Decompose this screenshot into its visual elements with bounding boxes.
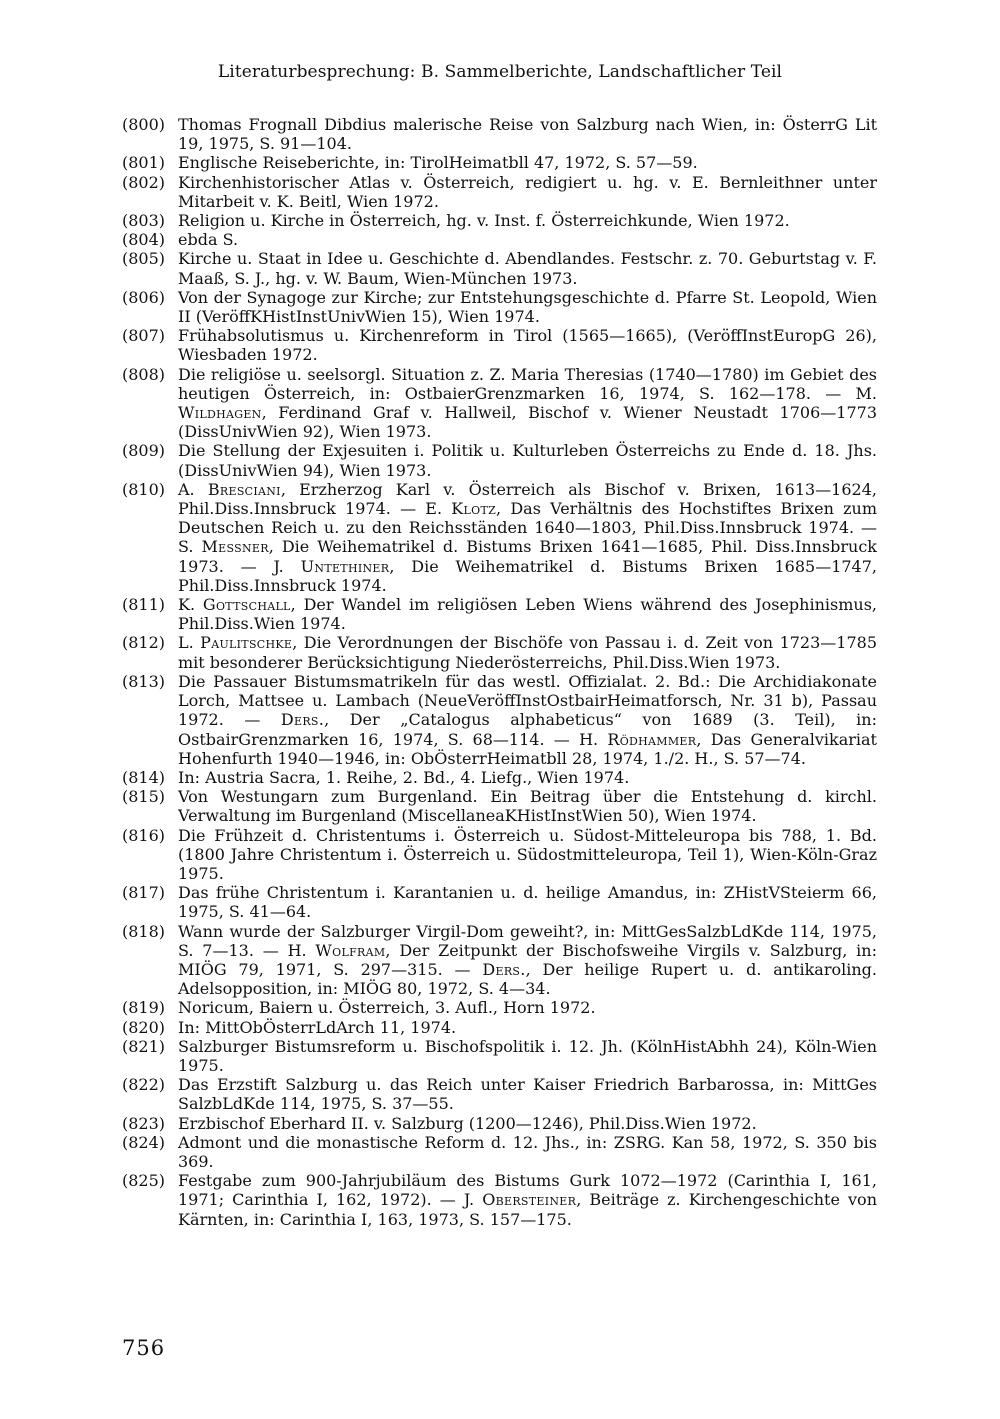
entry-text-segment: Von der Synagoge zur Kirche; zur Entstehungsgeschichte d. Pfarre St. Leopold, Wien II (VeröffKHistInstUnivWien 15), Wien 1974. <box>178 287 877 327</box>
entry-text-segment: A. <box>178 479 208 499</box>
entry-text-segment: Die Passauer Bistumsmatrikeln für das westl. Offizialat. 2. Bd.: Die Archidiakonate Lorch, Mattsee u. Lambach (NeueVeröffInstOstbairHeimatforsch, Nr. 31 b), Passau 1972. — <box>178 671 877 730</box>
reference-entry <box>122 826 877 884</box>
entry-text-segment: In: MittObÖsterrLdArch 11, 1974. <box>178 1017 457 1037</box>
author-name: Messner <box>201 537 269 557</box>
entry-text <box>178 633 877 671</box>
entry-text-segment: Kirchenhistorischer Atlas v. Österreich, redigiert u. hg. v. E. Bernleithner unter Mitarbeit v. K. Beitl, Wien 1972. <box>178 172 877 211</box>
author-name: Ders. <box>280 710 325 730</box>
entry-text <box>178 326 877 364</box>
entry-text-segment: Die religiöse u. seelsorgl. Situation z. Z. Maria Theresias (1740—1780) im Gebiet des heutigen Österreich, in: OstbaierGrenzmarken 16, 1974, S. 162—178. — M. <box>178 364 877 403</box>
entry-text-segment: Frühabsolutismus u. Kirchenreform in Tirol (1565—1665), (VeröffInstEuropG 26), Wiesbaden 1972. <box>178 326 877 365</box>
entry-text <box>178 480 877 595</box>
entry-text-segment: , Der heilige Rupert u. d. antikaroling. Adelsopposition, in: MIÖG 80, 1972, S. 4—34. <box>178 959 877 999</box>
entry-text <box>178 115 877 153</box>
reference-entry <box>122 633 877 671</box>
reference-entry <box>122 1075 877 1113</box>
reference-list <box>122 115 877 1229</box>
entry-number: (821) <box>122 1036 166 1056</box>
entry-text-segment: Das frühe Christentum i. Karantanien u. d. heilige Amandus, in: ZHistVSteierm 66, 1975, S. 41—64. <box>178 883 877 922</box>
entry-number: (812) <box>122 633 166 653</box>
page-number: 756 <box>122 1336 166 1360</box>
entry-text-segment: Englische Reiseberichte, in: TirolHeimatbll 47, 1972, S. 57—59. <box>178 153 698 173</box>
running-header: Literaturbesprechung: B. Sammelberichte, Landschaftlicher Teil <box>217 62 783 82</box>
entry-text <box>178 1133 877 1171</box>
entry-text-segment: , Der „Catalogus alphabeticus“ von 1689 (3. Teil), in: OstbairGrenzmarken 16, 1974, S. 68—114. — H. <box>178 710 877 749</box>
entry-text <box>178 230 877 249</box>
entry-number: (823) <box>122 1113 166 1133</box>
entry-number: (815) <box>122 787 166 807</box>
entry-text-segment: Von Westungarn zum Burgenland. Ein Beitrag über die Entstehung d. kirchl. Verwaltung im Burgenland (MiscellaneaKHistInstWien 50), Wien 1974. <box>178 787 877 826</box>
entry-text-segment: , Das Verhältnis des Hochstiftes Brixen zum Deutschen Reich u. zu den Reichsständen 1640—1803, Phil.Diss.Innsbruck 1974. — S. <box>178 499 877 557</box>
entry-text-segment: Wann wurde der Salzburger Virgil-Dom geweiht?, in: MittGesSalzbLdKde 114, 1975, S. 7—13. — H. <box>178 921 877 960</box>
author-name: Ders. <box>482 959 526 979</box>
entry-number: (808) <box>122 364 166 384</box>
entry-text-segment: K. <box>178 595 203 615</box>
reference-entry <box>122 230 877 249</box>
reference-entry <box>122 672 877 768</box>
entry-number: (807) <box>122 326 166 346</box>
entry-text-segment: , Die Weihematrikel d. Bistums Brixen 1685—1747, Phil.Diss.Innsbruck 1974. <box>178 556 877 595</box>
entry-number: (811) <box>122 595 166 615</box>
author-name: Rödhammer <box>607 729 697 749</box>
entry-text-segment: , Die Verordnungen der Bischöfe von Passau i. d. Zeit von 1723—1785 mit besonderer Berücksichtigung Niederösterreichs, Phil.Diss.Wien 1973. <box>178 633 878 672</box>
entry-text-segment: , Beiträge z. Kirchengeschichte von Kärnten, in: Carinthia I, 163, 1973, S. 157—175. <box>178 1190 877 1229</box>
entry-text <box>178 153 877 172</box>
author-name: Gottschall <box>202 595 291 615</box>
entry-text-segment: Religion u. Kirche in Österreich, hg. v. Inst. f. Österreichkunde, Wien 1972. <box>178 211 790 231</box>
entry-text-segment: Die Stellung der Exjesuiten i. Politik u. Kulturleben Österreichs zu Ende d. 18. Jhs. (DissUnivWien 94), Wien 1973. <box>178 441 877 480</box>
entry-text-segment: , Erzherzog Karl v. Österreich als Bischof v. Brixen, 1613—1624, Phil.Diss.Innsbruck 1974. — E. <box>178 479 877 519</box>
entry-text-segment: Noricum, Baiern u. Österreich, 3. Aufl., Horn 1972. <box>178 998 596 1018</box>
entry-text <box>178 768 877 787</box>
reference-entry <box>122 326 877 364</box>
entry-text-segment: , Ferdinand Graf v. Hallweil, Bischof v. Wiener Neustadt 1706—1773 (DissUnivWien 92), Wien 1973. <box>178 403 877 442</box>
reference-entry <box>122 441 877 479</box>
entry-text <box>178 173 877 211</box>
entry-text-segment: Admont und die monastische Reform d. 12. Jhs., in: ZSRG. Kan 58, 1972, S. 350 bis 369. <box>178 1132 877 1171</box>
entry-number: (824) <box>122 1132 166 1152</box>
author-name: Klotz <box>451 499 497 519</box>
reference-entry <box>122 1171 877 1229</box>
entry-text <box>178 441 877 479</box>
entry-text-segment: Das Erzstift Salzburg u. das Reich unter Kaiser Friedrich Barbarossa, in: MittGes SalzbLdKde 114, 1975, S. 37—55. <box>178 1075 877 1114</box>
entry-number: (825) <box>122 1171 166 1191</box>
entry-number: (818) <box>122 921 166 941</box>
reference-entry <box>122 1114 877 1133</box>
entry-number: (806) <box>122 287 166 307</box>
entry-text <box>178 365 877 442</box>
entry-text-segment: Festgabe zum 900-Jahrjubiläum des Bistums Gurk 1072—1972 (Carinthia I, 161, 1971; Carinthia I, 162, 1972). — J. <box>178 1171 877 1210</box>
entry-number: (817) <box>122 883 166 903</box>
reference-entry <box>122 768 877 787</box>
entry-text-segment: Salzburger Bistumsreform u. Bischofspolitik i. 12. Jh. (KölnHistAbhh 24), Köln-Wien 1975. <box>178 1036 877 1075</box>
entry-text <box>178 595 877 633</box>
entry-text-segment: , Die Weihematrikel d. Bistums Brixen 1641—1685, Phil. Diss.Innsbruck 1973. — J. <box>178 537 877 576</box>
entry-text-segment: , Das Generalvikariat Hohenfurth 1940—1946, in: ObÖsterrHeimatbll 28, 1974, 1./2. H., S. 57—74. <box>178 729 877 768</box>
author-name: Paulitschke <box>200 633 293 653</box>
reference-entry <box>122 787 877 825</box>
entry-text <box>178 1018 877 1037</box>
reference-entry <box>122 365 877 442</box>
reference-entry <box>122 1133 877 1171</box>
entry-number: (813) <box>122 671 166 691</box>
entry-number: (802) <box>122 172 166 192</box>
entry-number: (804) <box>122 230 166 250</box>
author-name: Obersteiner <box>482 1190 577 1210</box>
entry-number: (820) <box>122 1017 166 1037</box>
author-name: Wolfram <box>315 940 386 960</box>
author-name: Untethiner <box>300 556 390 576</box>
author-name: Bresciani <box>207 479 281 499</box>
reference-entry <box>122 480 877 595</box>
reference-entry <box>122 249 877 287</box>
entry-number: (810) <box>122 479 166 499</box>
entry-text-segment: Kirche u. Staat in Idee u. Geschichte d. Abendlandes. Festschr. z. 70. Geburtstag v. F. Maaß, S. J., hg. v. W. Baum, Wien-München 1973. <box>178 249 877 288</box>
entry-text-segment: In: Austria Sacra, 1. Reihe, 2. Bd., 4. Liefg., Wien 1974. <box>178 767 630 787</box>
reference-entry <box>122 115 877 153</box>
entry-text <box>178 1171 877 1229</box>
reference-entry <box>122 1018 877 1037</box>
entry-number: (816) <box>122 825 166 845</box>
reference-entry <box>122 1037 877 1075</box>
reference-entry <box>122 173 877 211</box>
entry-text <box>178 826 877 884</box>
reference-entry <box>122 288 877 326</box>
entry-number: (803) <box>122 211 166 231</box>
entry-number: (805) <box>122 249 166 269</box>
entry-text <box>178 672 877 768</box>
entry-number: (814) <box>122 767 166 787</box>
author-name: Wildhagen <box>178 403 262 423</box>
entry-text <box>178 288 877 326</box>
reference-entry <box>122 998 877 1017</box>
entry-text <box>178 211 877 230</box>
reference-entry <box>122 922 877 999</box>
entry-text <box>178 1114 877 1133</box>
entry-text <box>178 922 877 999</box>
entry-number: (822) <box>122 1075 166 1095</box>
entry-text-segment: Erzbischof Eberhard II. v. Salzburg (1200—1246), Phil.Diss.Wien 1972. <box>178 1113 757 1133</box>
entry-text-segment: Thomas Frognall Dibdius malerische Reise von Salzburg nach Wien, in: ÖsterrG Lit 19, 1975, S. 91—104. <box>178 115 877 154</box>
reference-entry <box>122 595 877 633</box>
entry-text-segment: , Der Zeitpunkt der Bischofsweihe Virgils v. Salzburg, in: MIÖG 79, 1971, S. 297—315. — <box>178 940 877 979</box>
entry-number: (800) <box>122 115 166 134</box>
entry-number: (809) <box>122 441 166 461</box>
entry-text <box>178 998 877 1017</box>
entry-text <box>178 1037 877 1075</box>
entry-text-segment: Die Frühzeit d. Christentums i. Österreich u. Südost-Mitteleuropa bis 788, 1. Bd. (1800 Jahre Christentum i. Österreich u. Südostmitteleuropa, Teil 1), Wien-Köln-Graz 1975. <box>178 825 877 883</box>
entry-text <box>178 1075 877 1113</box>
entry-number: (819) <box>122 998 166 1018</box>
entry-text <box>178 249 877 287</box>
entry-text-segment: ebda S. <box>178 230 239 250</box>
entry-text <box>178 883 877 921</box>
entry-text <box>178 787 877 825</box>
reference-entry <box>122 211 877 230</box>
entry-text-segment: , Der Wandel im religiösen Leben Wiens während des Josephinismus, Phil.Diss.Wien 1974. <box>178 595 877 634</box>
reference-entry <box>122 883 877 921</box>
entry-number: (801) <box>122 153 166 173</box>
reference-entry <box>122 153 877 172</box>
entry-text-segment: L. <box>178 633 201 653</box>
